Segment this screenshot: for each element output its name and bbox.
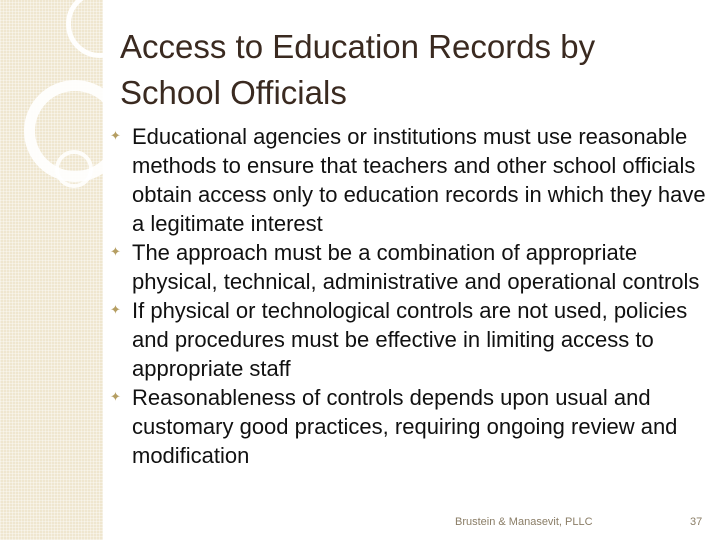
bullet-item bbox=[110, 122, 710, 238]
bullet-text: Reasonableness of controls depends upon usual and customary good practices, requiring ongoing review and modification bbox=[132, 385, 678, 468]
bullet-icon: ✦ bbox=[110, 303, 121, 318]
slide-title: Access to Education Records by School Officials bbox=[120, 28, 596, 111]
bullet-item bbox=[110, 383, 710, 470]
bullet-item bbox=[110, 296, 710, 383]
footer-text: Brustein & Manasevit, PLLC bbox=[455, 516, 593, 528]
bullet-icon: ✦ bbox=[110, 245, 121, 260]
bullet-text: Educational agencies or institutions must use reasonable methods to ensure that teachers and other school officials obtain access only to education records in which they have a legitimate interest bbox=[132, 124, 706, 236]
bullet-list bbox=[110, 122, 710, 470]
bullet-icon: ✦ bbox=[110, 390, 121, 405]
bullet-item bbox=[110, 238, 710, 296]
page-number: 37 bbox=[690, 516, 703, 528]
bullet-text: The approach must be a combination of appropriate physical, technical, administrative and operational controls bbox=[132, 240, 700, 294]
bullet-text: If physical or technological controls are not used, policies and procedures must be effective in limiting access to appropriate staff bbox=[132, 298, 688, 381]
decorative-ring-small bbox=[55, 150, 93, 188]
bullet-icon: ✦ bbox=[110, 129, 121, 144]
